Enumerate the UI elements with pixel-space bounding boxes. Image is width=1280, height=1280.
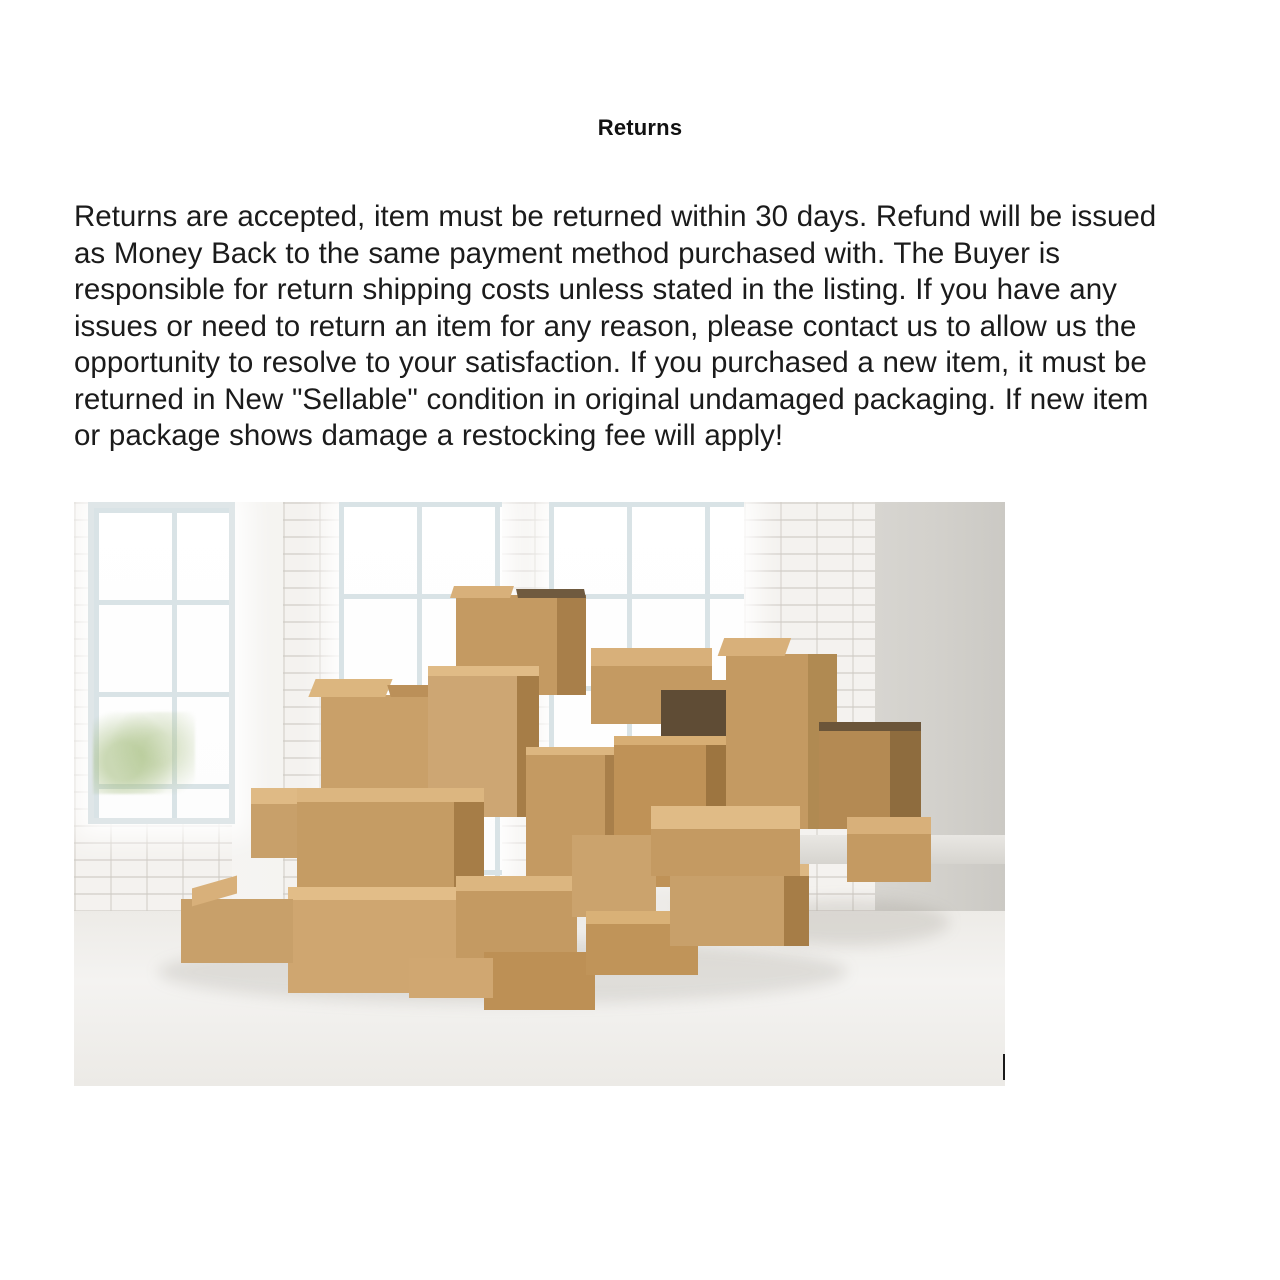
- cardboard-box: [572, 835, 656, 917]
- cardboard-box: [409, 958, 493, 999]
- cardboard-box: [651, 806, 800, 876]
- foliage-outside-window: [93, 712, 195, 794]
- cardboard-box: [484, 952, 596, 1010]
- cardboard-box: [181, 899, 293, 963]
- boxes-photo: [74, 502, 1005, 1086]
- returns-policy-text: Returns are accepted, item must be returned within 30 days. Refund will be issued as Money Back to the same payment method purchased with. The Buyer is responsible for return shipping costs unless stated in the listing. If you have any issues or need to return an item for any reason, please contact us to allow us the opportunity to resolve to your satisfaction. If you purchased a new item, it must be returned in New "Sellable" condition in original undamaged packaging. If new item or package shows damage a restocking fee will apply!: [74, 200, 1157, 453]
- text-cursor: [1003, 1054, 1005, 1080]
- cardboard-box: [819, 730, 921, 829]
- cardboard-box: [847, 817, 931, 881]
- room-background: [74, 502, 1005, 1086]
- cardboard-box: [670, 864, 810, 946]
- page-title: Returns: [597, 115, 683, 140]
